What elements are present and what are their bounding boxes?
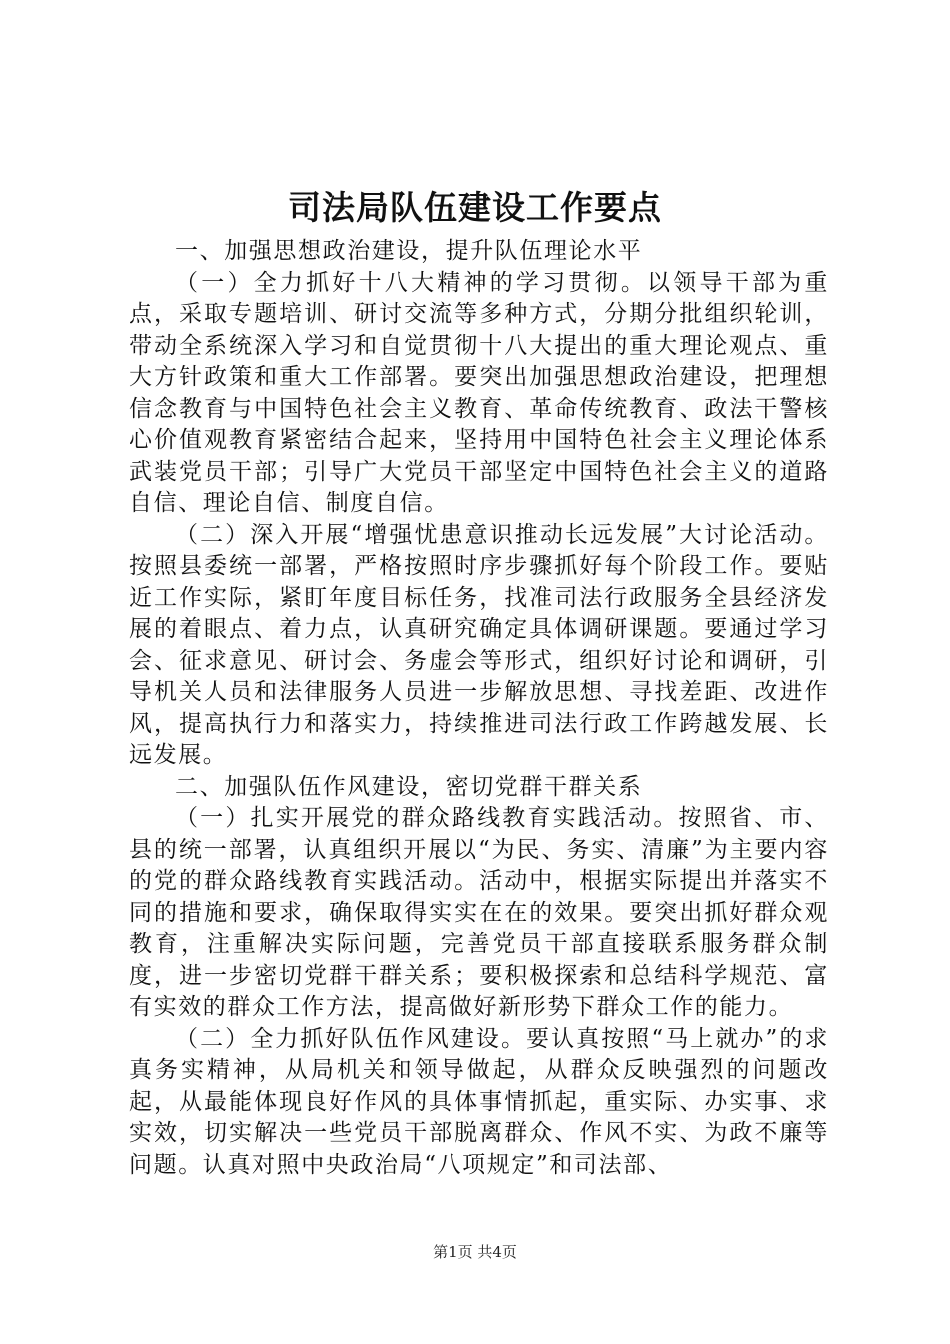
- document-body: [129, 236, 829, 1181]
- paragraph-1-1: （一）全力抓好十八大精神的学习贯彻。以领导干部为重点，采取专题培训、研讨交流等多种方式，分期分批组织轮训，带动全系统深入学习和自觉贯彻十八大提出的重大理论观点、重大方针政策和重大工作部署。要突出加强思想政治建设，把理想信念教育与中国特色社会主义教育、革命传统教育、政法干警核心价值观教育紧密结合起来，坚持用中国特色社会主义理论体系武装党员干部；引导广大党员干部坚定中国特色社会主义的道路自信、理论自信、制度自信。: [129, 269, 829, 516]
- paragraph-1-2: （二）深入开展“增强忧患意识推动长远发展”大讨论活动。按照县委统一部署，严格按照时序步骤抓好每个阶段工作。要贴近工作实际，紧盯年度目标任务，找准司法行政服务全县经济发展的着眼点、着力点，认真研究确定具体调研课题。要通过学习会、征求意见、研讨会、务虚会等形式，组织好讨论和调研，引导机关人员和法律服务人员进一步解放思想、寻找差距、改进作风，提高执行力和落实力，持续推进司法行政工作跨越发展、长远发展。: [129, 521, 829, 768]
- paragraph-2-2: （二）全力抓好队伍作风建设。要认真按照“马上就办”的求真务实精神，从局机关和领导做起，从群众反映强烈的问题改起，从最能体现良好作风的具体事情抓起，重实际、办实事、求实效，切实解决一些党员干部脱离群众、作风不实、为政不廉等问题。认真对照中央政治局“八项规定”和司法部、: [129, 1025, 829, 1178]
- paragraph-2-1: （一）扎实开展党的群众路线教育实践活动。按照省、市、县的统一部署，认真组织开展以“为民、务实、清廉”为主要内容的党的群众路线教育实践活动。活动中，根据实际提出并落实不同的措施和要求，确保取得实实在在的效果。要突出抓好群众观教育，注重解决实际问题，完善党员干部直接联系服务群众制度，进一步密切党群干群关系；要积极探索和总结科学规范、富有实效的群众工作方法，提高做好新形势下群众工作的能力。: [129, 805, 829, 1020]
- section-heading-1: 一、加强思想政治建设，提升队伍理论水平: [175, 238, 643, 264]
- document-title: 司法局队伍建设工作要点: [288, 188, 662, 227]
- section-heading-2: 二、加强队伍作风建设，密切党群干群关系: [175, 773, 643, 800]
- page-number-footer: 第1页 共4页: [433, 1243, 517, 1261]
